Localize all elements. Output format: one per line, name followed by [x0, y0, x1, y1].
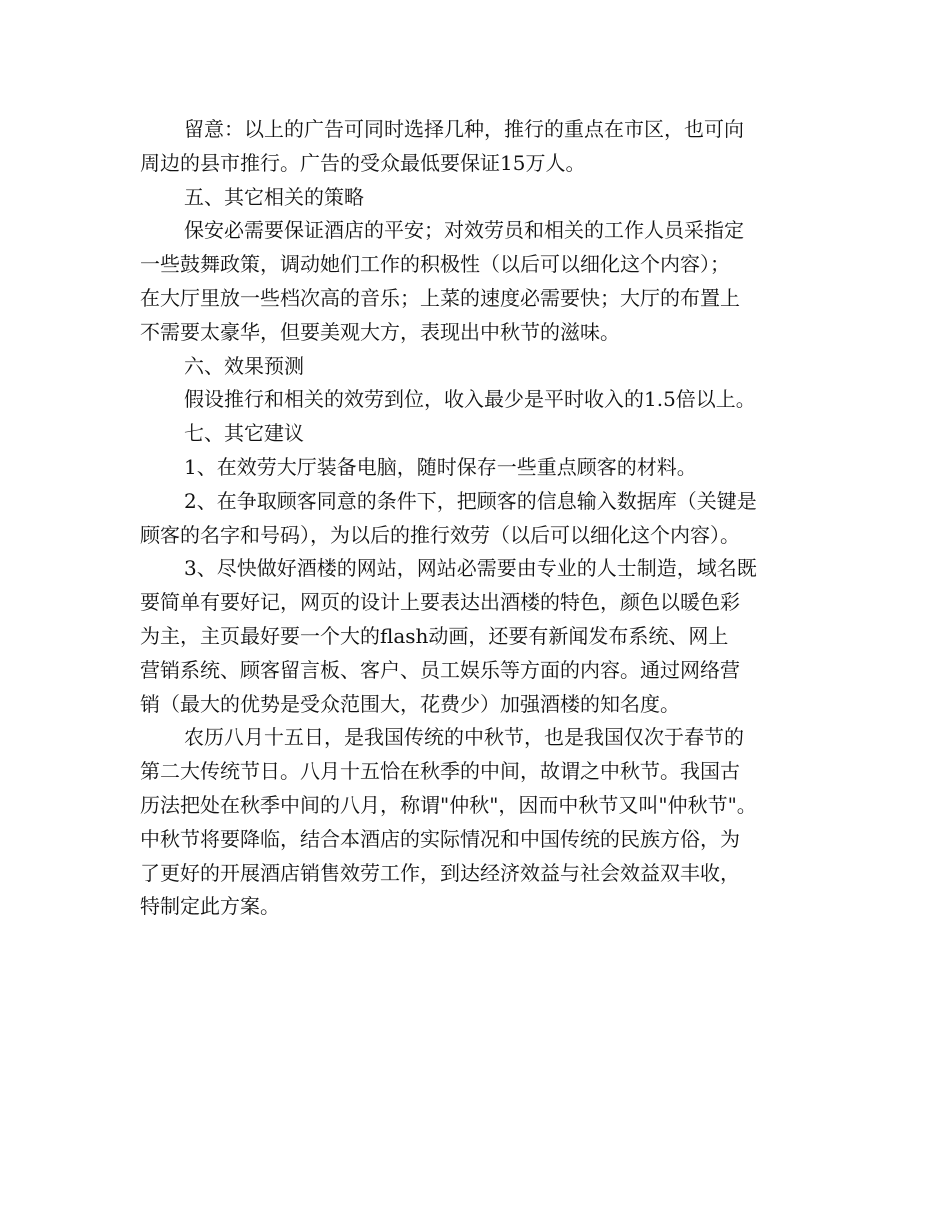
text-line: 周边的县市推行。广告的受众最低要保证15万人。 [140, 150, 586, 175]
text-line: 五、其它相关的策略 [184, 184, 364, 209]
text-line: 七、其它建议 [184, 421, 304, 446]
text-line: 销（最大的优势是受众范围大，花费少）加强酒楼的知名度。 [140, 691, 680, 716]
text-line: 保安必需要保证酒店的平安；对效劳员和相关的工作人员采指定 [184, 218, 744, 243]
document-body [140, 113, 820, 924]
text-line: 顾客的名字和号码），为以后的推行效劳（以后可以细化这个内容）。 [140, 522, 740, 547]
text-line: 营销系统、顾客留言板、客户、员工娱乐等方面的内容。通过网络营 [140, 657, 740, 682]
text-line: 留意：以上的广告可同时选择几种，推行的重点在市区，也可向 [184, 117, 744, 141]
text-line: 一些鼓舞政策，调动她们工作的积极性（以后可以细化这个内容）； [140, 252, 730, 277]
text-line: 2、在争取顾客同意的条件下，把顾客的信息输入数据库（关键是 [184, 488, 757, 513]
text-line: 历法把处在秋季中间的八月，称谓"仲秋"，因而中秋节又叫"仲秋节"。 [140, 792, 757, 817]
text-line: 为主，主页最好要一个大的flash动画，还要有新闻发布系统、网上 [140, 623, 729, 648]
text-line: 中秋节将要降临，结合本酒店的实际情况和中国传统的民族方俗，为 [140, 826, 740, 851]
text-line: 农历八月十五日，是我国传统的中秋节，也是我国仅次于春节的 [184, 725, 744, 750]
text-line: 特制定此方案。 [140, 894, 280, 919]
text-line: 了更好的开展酒店销售效劳工作，到达经济效益与社会效益双丰收， [140, 860, 740, 885]
text-line: 不需要太豪华，但要美观大方，表现出中秋节的滋味。 [140, 319, 620, 344]
text-line: 假设推行和相关的效劳到位，收入最少是平时收入的1.5倍以上。 [184, 387, 756, 412]
text-line: 在大厅里放一些档次高的音乐；上菜的速度必需要快；大厅的布置上 [140, 285, 740, 310]
text-line: 第二大传统节日。八月十五恰在秋季的中间，故谓之中秋节。我国古 [140, 759, 740, 784]
text-line: 六、效果预测 [184, 353, 304, 378]
text-line: 3、尽快做好酒楼的网站，网站必需要由专业的人士制造，域名既 [184, 556, 757, 581]
text-line: 要简单有要好记，网页的设计上要表达出酒楼的特色，颜色以暖色彩 [140, 590, 740, 615]
text-line: 1、在效劳大厅装备电脑，随时保存一些重点顾客的材料。 [184, 454, 697, 479]
